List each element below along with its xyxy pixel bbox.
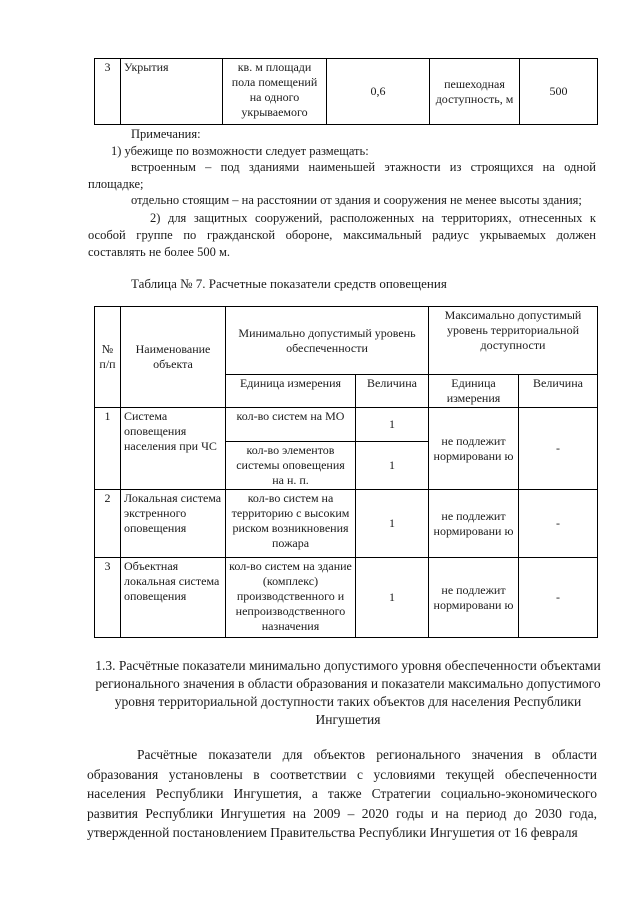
object-name: Объектная локальная система оповещения xyxy=(121,558,226,638)
note-built-in: встроенным – под зданиями наименьшей этажности из строящихся на одной площадке; xyxy=(88,160,596,191)
header-max-level: Максимально допустимый уровень территориальной доступности xyxy=(429,307,598,375)
value-cell: 1 xyxy=(356,408,429,442)
header-unit: Единица измерения xyxy=(226,375,356,408)
row-number: 3 xyxy=(95,558,121,638)
row-number: 3 xyxy=(95,59,121,125)
note-standalone: отдельно стоящим – на расстоянии от здания и сооружения не менее высоты здания; xyxy=(131,193,582,207)
header-min-level: Минимально допустимый уровень обеспеченности xyxy=(226,307,429,375)
table-row xyxy=(95,558,598,638)
header-value: Величина xyxy=(519,375,598,408)
alert-means-table xyxy=(94,306,598,638)
table-caption: Таблица № 7. Расчетные показатели средств оповещения xyxy=(131,276,447,291)
note-item-1: 1) убежище по возможности следует размещать: xyxy=(111,144,369,158)
header-row xyxy=(95,307,598,375)
unit-cell: кол-во элементов системы оповещения на н. п. xyxy=(226,442,356,490)
header-num: № п/п xyxy=(95,307,121,408)
max-unit-cell: не подлежит нормировани ю xyxy=(429,408,519,490)
table-row xyxy=(95,490,598,558)
header-unit: Единица измерения xyxy=(429,375,519,408)
unit-cell: кол-во систем на здание (комплекс) производственного и непроизводственного назначения xyxy=(226,558,356,638)
table-row xyxy=(95,408,598,442)
value-cell: 1 xyxy=(356,490,429,558)
max-value-cell: - xyxy=(519,558,598,638)
note-item-2: 2) для защитных сооружений, расположенных на территориях, отнесенных к особой группе по гражданской обороне, максимальный радиус укрываемых должен составлять не более 500 м. xyxy=(88,211,596,259)
object-name: Система оповещения населения при ЧС xyxy=(121,408,226,490)
section-heading: 1.3. Расчётные показатели минимально допустимого уровня обеспеченности объектами регионального значения в области образования и показатели максимально допустимого уровня территориальной доступности таких объектов для населения Республики Ингушетия xyxy=(95,658,601,727)
header-name: Наименование объекта xyxy=(121,307,226,408)
notes-title: Примечания: xyxy=(131,127,201,141)
value-cell: 0,6 xyxy=(327,59,430,125)
access-unit-cell: пешеходная доступность, м xyxy=(430,59,520,125)
row-number: 2 xyxy=(95,490,121,558)
value-cell: 1 xyxy=(356,442,429,490)
max-value-cell: - xyxy=(519,408,598,490)
header-value: Величина xyxy=(356,375,429,408)
max-unit-cell: не подлежит нормировани ю xyxy=(429,490,519,558)
access-value-cell: 500 xyxy=(520,59,598,125)
unit-cell: кв. м площади пола помещений на одного укрываемого xyxy=(223,59,327,125)
unit-cell: кол-во систем на территорию с высоким риском возникновения пожара xyxy=(226,490,356,558)
body-paragraph: Расчётные показатели для объектов регионального значения в области образования установлены в соответствии с условиями текущей обеспеченности населения Республики Ингушетия, а также Стратегии социально-экономического развития Республики Ингушетия на 2009 – 2020 годы и на период до 2030 года, утвержденной постановлением Правительства Республики Ингушетия от 16 февраля xyxy=(87,747,597,840)
max-unit-cell: не подлежит нормировани ю xyxy=(429,558,519,638)
shelter-table xyxy=(94,58,598,125)
object-name: Укрытия xyxy=(121,59,223,125)
table-row xyxy=(95,59,598,125)
row-number: 1 xyxy=(95,408,121,490)
unit-cell: кол-во систем на МО xyxy=(226,408,356,442)
value-cell: 1 xyxy=(356,558,429,638)
max-value-cell: - xyxy=(519,490,598,558)
object-name: Локальная система экстренного оповещения xyxy=(121,490,226,558)
